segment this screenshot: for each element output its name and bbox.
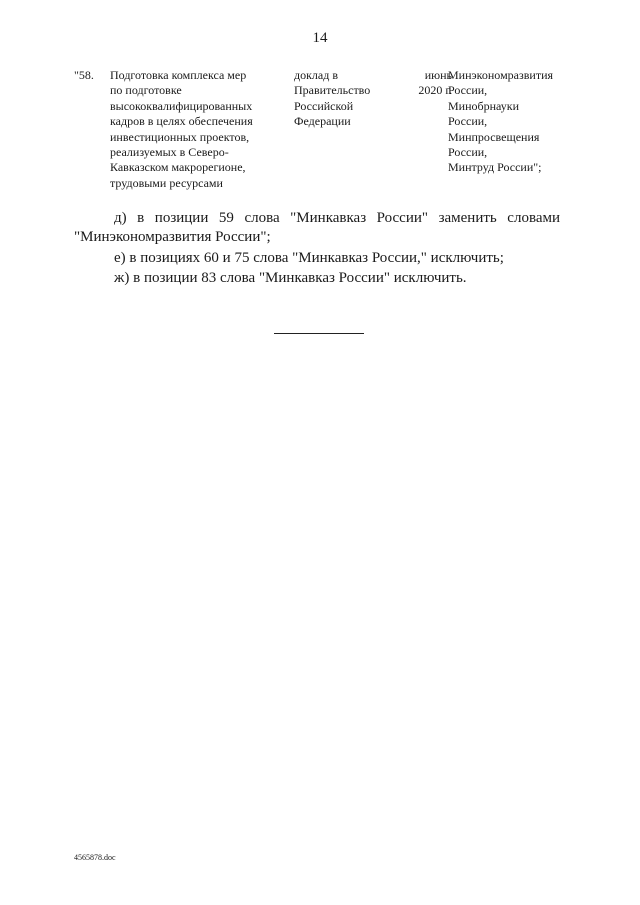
report-type-line: доклад в: [294, 68, 339, 82]
end-divider: [274, 333, 364, 334]
measure-name-line: Кавказском макрорегионе,: [110, 160, 246, 175]
measure-name-line: реализуемых в Северо-: [110, 145, 229, 160]
responsible-line: Минобрнауки: [448, 98, 520, 113]
amendment-d-line1: д) в позиции 59 слова "Минкавказ России" заменить словами: [114, 210, 560, 226]
measure-name-line: инвестиционных проектов,: [110, 129, 250, 144]
measure-name-cell: [110, 68, 280, 191]
measure-name-line: Подготовка комплекса мер: [110, 68, 247, 82]
position-number: "58.: [74, 68, 94, 82]
deadline-line: июнь: [424, 68, 452, 82]
measure-name-line: высококвалифицированных: [110, 98, 253, 113]
amendment-d-line2: "Минэкономразвития России";: [74, 229, 271, 245]
responsible-line: России,: [448, 83, 488, 98]
responsible-line: Минтруд России";: [448, 160, 542, 175]
report-type-line: Российской: [294, 98, 354, 113]
amendment-zh: ж) в позиции 83 слова "Минкавказ России" исключить.: [114, 270, 467, 286]
deadline-line: 2020 г.: [418, 83, 452, 98]
measure-name-line: по подготовке: [110, 83, 182, 98]
responsible-line: России,: [448, 145, 488, 160]
responsible-line: Минэкономразвития: [448, 68, 554, 82]
report-type-cell: [294, 68, 390, 130]
document-code: 4565878.doc: [74, 853, 116, 862]
responsible-cell: [448, 68, 572, 176]
amendment-e: е) в позициях 60 и 75 слова "Минкавказ России," исключить;: [114, 250, 504, 266]
page-number: 14: [312, 30, 328, 46]
report-type-line: Правительство: [294, 83, 371, 98]
deadline-cell: [392, 68, 452, 99]
responsible-line: России,: [448, 114, 488, 129]
measure-name-line: трудовыми ресурсами: [110, 175, 223, 190]
responsible-line: Минпросвещения: [448, 129, 540, 144]
report-type-line: Федерации: [294, 114, 351, 129]
measure-name-line: кадров в целях обеспечения: [110, 114, 253, 129]
